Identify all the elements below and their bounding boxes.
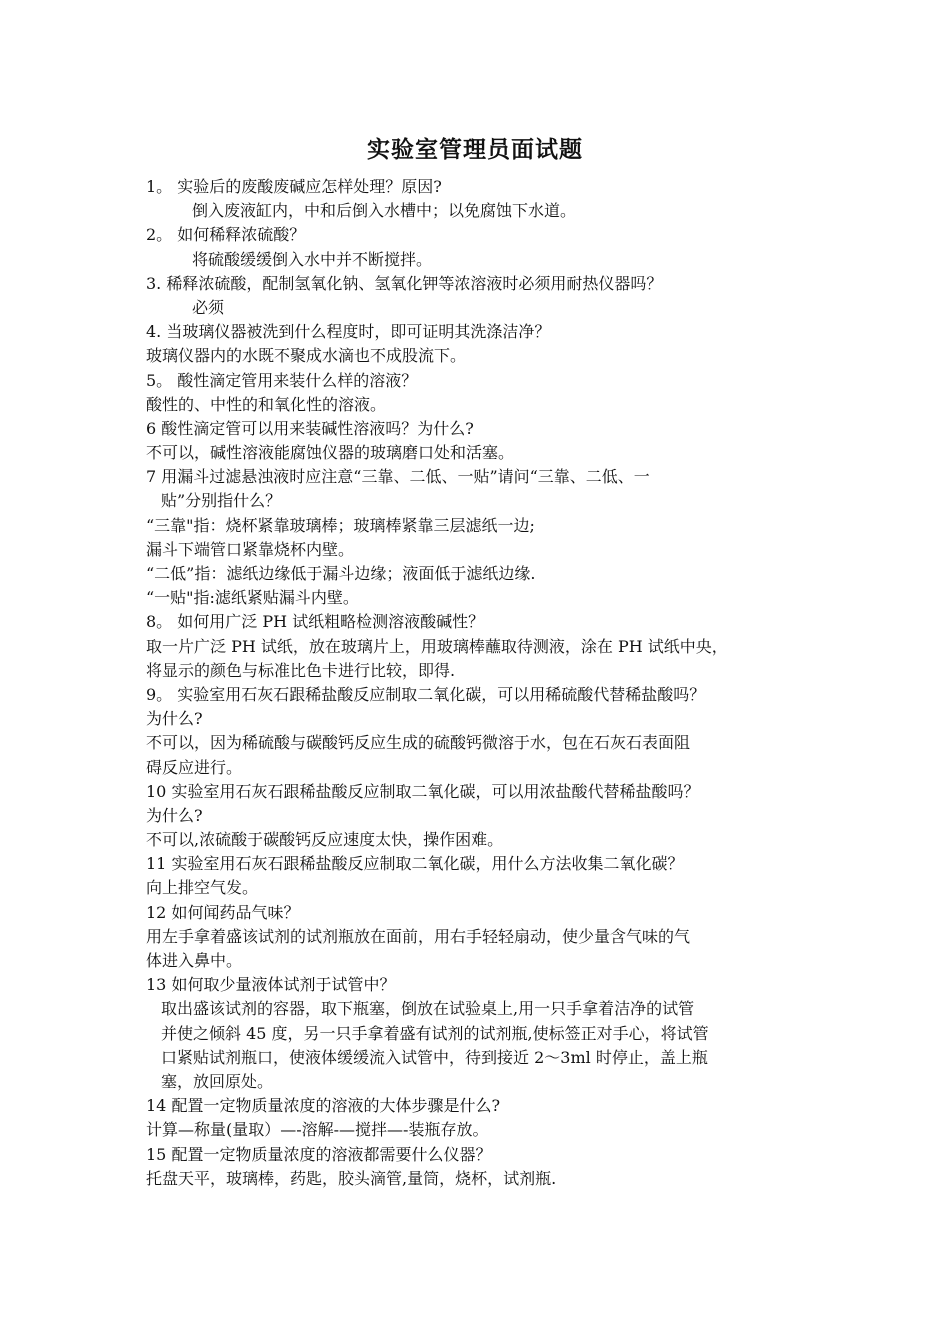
text-line: “一贴"指:滤纸紧贴漏斗内壁。 bbox=[146, 588, 359, 608]
text-line: 9。 实验室用石灰石跟稀盐酸反应制取二氧化碳，可以用稀硫酸代替稀盐酸吗？ bbox=[146, 684, 706, 704]
text-line: 4. 当玻璃仪器被洗到什么程度时，即可证明其洗涤洁净？ bbox=[146, 322, 551, 342]
text-line: 必须 bbox=[192, 297, 225, 317]
text-line: “三靠"指：烧杯紧靠玻璃棒；玻璃棒紧靠三层滤纸一边; bbox=[146, 515, 535, 535]
text-line: 5。 酸性滴定管用来装什么样的溶液？ bbox=[146, 370, 418, 390]
text-line: 玻璃仪器内的水既不聚成水滴也不成股流下。 bbox=[146, 346, 467, 366]
text-line: 取一片广泛 PH 试纸，放在玻璃片上，用玻璃棒蘸取待测液，涂在 PH 试纸中央， bbox=[146, 636, 728, 656]
text-line: 贴”分别指什么？ bbox=[161, 491, 282, 511]
text-line: 将硫酸缓缓倒入水中并不断搅拌。 bbox=[192, 249, 433, 269]
text-line: 6 酸性滴定管可以用来装碱性溶液吗？为什么? bbox=[146, 418, 474, 438]
text-line: 碍反应进行。 bbox=[146, 757, 243, 777]
text-line: 并使之倾斜 45 度，另一只手拿着盛有试剂的试剂瓶,使标签正对手心，将试管 bbox=[161, 1023, 709, 1043]
text-line: 托盘天平，玻璃棒，药匙，胶头滴管,量筒，烧杯，试剂瓶. bbox=[146, 1168, 557, 1188]
text-line: 8。 如何用广泛 PH 试纸粗略检测溶液酸碱性？ bbox=[146, 612, 485, 632]
text-line: “二低”指：滤纸边缘低于漏斗边缘；液面低于滤纸边缘. bbox=[146, 564, 536, 583]
text-line: 15 配置一定物质量浓度的溶液都需要什么仪器？ bbox=[146, 1144, 492, 1164]
text-line: 酸性的、中性的和氧化性的溶液。 bbox=[146, 394, 387, 414]
text-line: 倒入废液缸内，中和后倒入水槽中；以免腐蚀下水道。 bbox=[192, 201, 577, 221]
text-line: 塞，放回原处。 bbox=[161, 1071, 274, 1091]
text-line: 11 实验室用石灰石跟稀盐酸反应制取二氧化碳，用什么方法收集二氧化碳？ bbox=[146, 854, 684, 874]
document-body bbox=[146, 175, 822, 1191]
text-line: 用左手拿着盛该试剂的试剂瓶放在面前，用右手轻轻扇动，使少量含气味的气 bbox=[146, 926, 691, 946]
text-line: 体进入鼻中。 bbox=[146, 951, 243, 970]
text-line: 不可以，因为稀硫酸与碳酸钙反应生成的硫酸钙微溶于水，包在石灰石表面阻 bbox=[146, 733, 691, 753]
text-line: 计算—称量(量取）—-溶解-—搅拌—-装瓶存放。 bbox=[146, 1120, 489, 1140]
text-line: 1。 实验后的废酸废碱应怎样处理？原因? bbox=[146, 177, 442, 196]
text-line: 不可以，碱性溶液能腐蚀仪器的玻璃磨口处和活塞。 bbox=[146, 443, 515, 463]
text-line: 漏斗下端管口紧靠烧杯内壁。 bbox=[146, 539, 355, 559]
text-line: 3. 稀释浓硫酸，配制氢氧化钠、氢氧化钾等浓溶液时必须用耐热仪器吗？ bbox=[146, 273, 663, 293]
text-line: 2。 如何稀释浓硫酸？ bbox=[146, 225, 306, 245]
page-title: 实验室管理员面试题 bbox=[367, 136, 583, 163]
text-line: 13 如何取少量液体试剂于试管中？ bbox=[146, 975, 396, 995]
text-line: 14 配置一定物质量浓度的溶液的大体步骤是什么? bbox=[146, 1096, 501, 1116]
text-line: 12 如何闻药品气味？ bbox=[146, 902, 300, 922]
text-line: 取出盛该试剂的容器，取下瓶塞，倒放在试验桌上,用一只手拿着洁净的试管 bbox=[161, 999, 695, 1019]
text-line: 为什么? bbox=[146, 709, 203, 729]
text-line: 口紧贴试剂瓶口，使液体缓缓流入试管中，待到接近 2～3ml 时停止，盖上瓶 bbox=[161, 1047, 708, 1067]
text-line: 为什么? bbox=[146, 805, 203, 825]
text-line: 不可以,浓硫酸于碳酸钙反应速度太快，操作困难。 bbox=[146, 830, 504, 850]
text-line: 7 用漏斗过滤悬浊液时应注意“三靠、二低、一贴”请问“三靠、二低、一 bbox=[146, 467, 650, 487]
text-line: 10 实验室用石灰石跟稀盐酸反应制取二氧化碳，可以用浓盐酸代替稀盐酸吗？ bbox=[146, 781, 700, 801]
text-line: 向上排空气发。 bbox=[146, 878, 259, 898]
text-line: 将显示的颜色与标准比色卡进行比较，即得. bbox=[146, 660, 456, 680]
